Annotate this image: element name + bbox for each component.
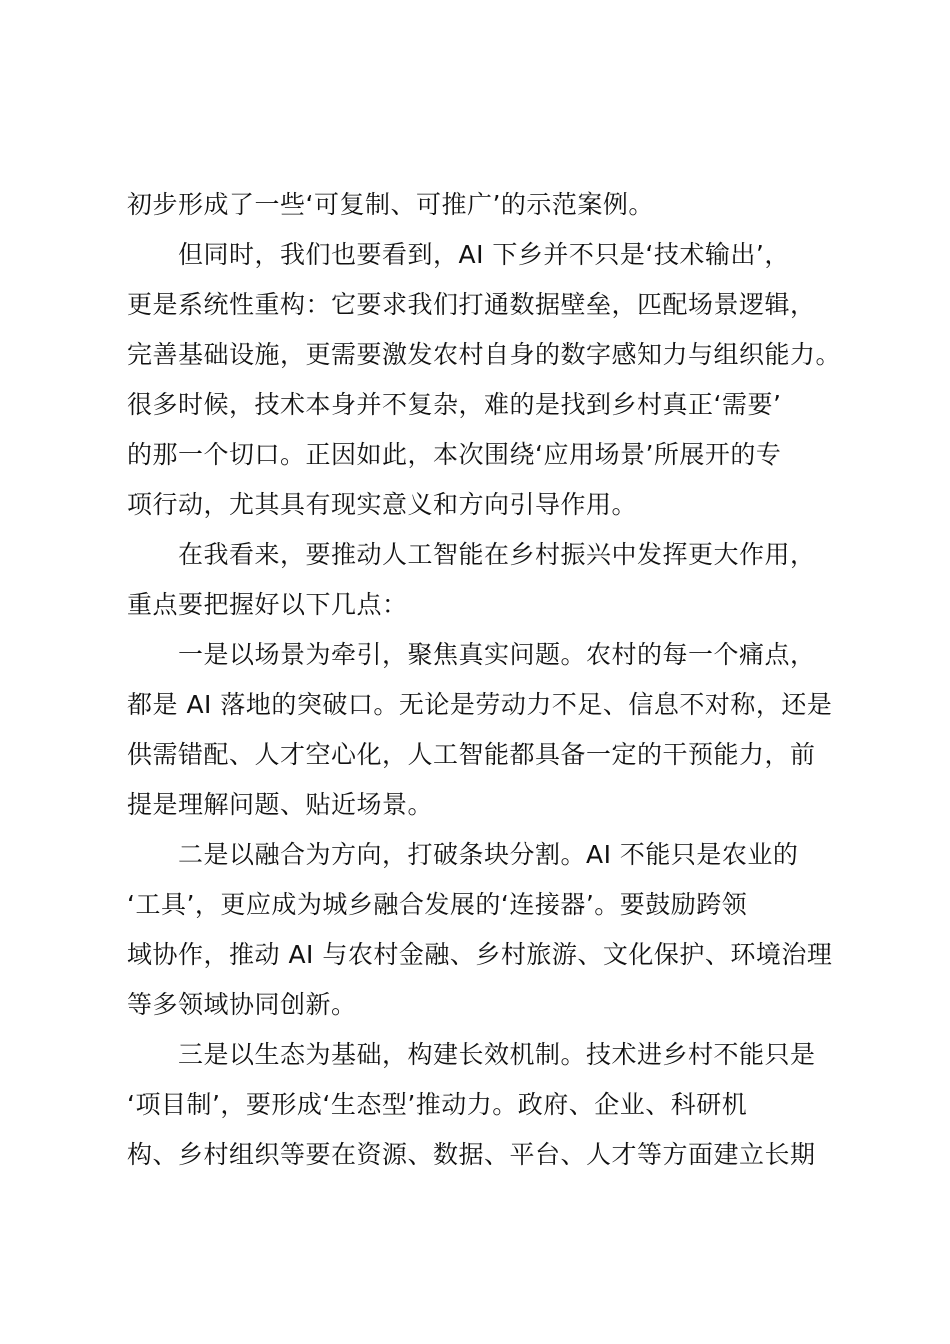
text-line: 重点要把握好以下几点： — [127, 590, 408, 619]
text-line: 更是系统性重构：它要求我们打通数据壁垒，匹配场景逻辑， — [127, 290, 816, 319]
text-line: 域协作，推动 AI 与农村金融、乡村旅游、文化保护、环境治理 — [127, 940, 833, 969]
paragraph-start-line: 一是以场景为牵引，聚焦真实问题。农村的每一个痛点， — [178, 640, 816, 669]
text-line: 提是理解问题、贴近场景。 — [127, 790, 434, 819]
paragraph-start-line: 但同时，我们也要看到，AI 下乡并不只是‘技术输出’， — [178, 240, 790, 269]
text-line: 完善基础设施，更需要激发农村自身的数字感知力与组织能力。 — [127, 340, 842, 369]
paragraph-start-line: 三是以生态为基础，构建长效机制。技术进乡村不能只是 — [178, 1040, 816, 1069]
text-line: 项行动，尤其具有现实意义和方向引导作用。 — [127, 490, 638, 519]
text-line: 构、乡村组织等要在资源、数据、平台、人才等方面建立长期 — [127, 1140, 816, 1169]
text-line: ‘项目制’，要形成‘生态型’推动力。政府、企业、科研机 — [127, 1090, 748, 1119]
text-line: 都是 AI 落地的突破口。无论是劳动力不足、信息不对称，还是 — [127, 690, 833, 719]
text-line: 很多时候，技术本身并不复杂，难的是找到乡村真正‘需要’ — [127, 390, 782, 419]
text-line: 的那一个切口。正因如此，本次围绕‘应用场景’所展开的专 — [127, 440, 782, 469]
paragraph-start-line: 在我看来，要推动人工智能在乡村振兴中发挥更大作用， — [178, 540, 816, 569]
text-line: 初步形成了一些‘可复制、可推广’的示范案例。 — [127, 190, 654, 219]
text-line: 等多领域协同创新。 — [127, 990, 357, 1019]
text-line: 供需错配、人才空心化，人工智能都具备一定的干预能力，前 — [127, 740, 816, 769]
text-line: ‘工具’，更应成为城乡融合发展的‘连接器’。要鼓励跨领 — [127, 890, 748, 919]
paragraph-start-line: 二是以融合为方向，打破条块分割。AI 不能只是农业的 — [178, 840, 799, 869]
